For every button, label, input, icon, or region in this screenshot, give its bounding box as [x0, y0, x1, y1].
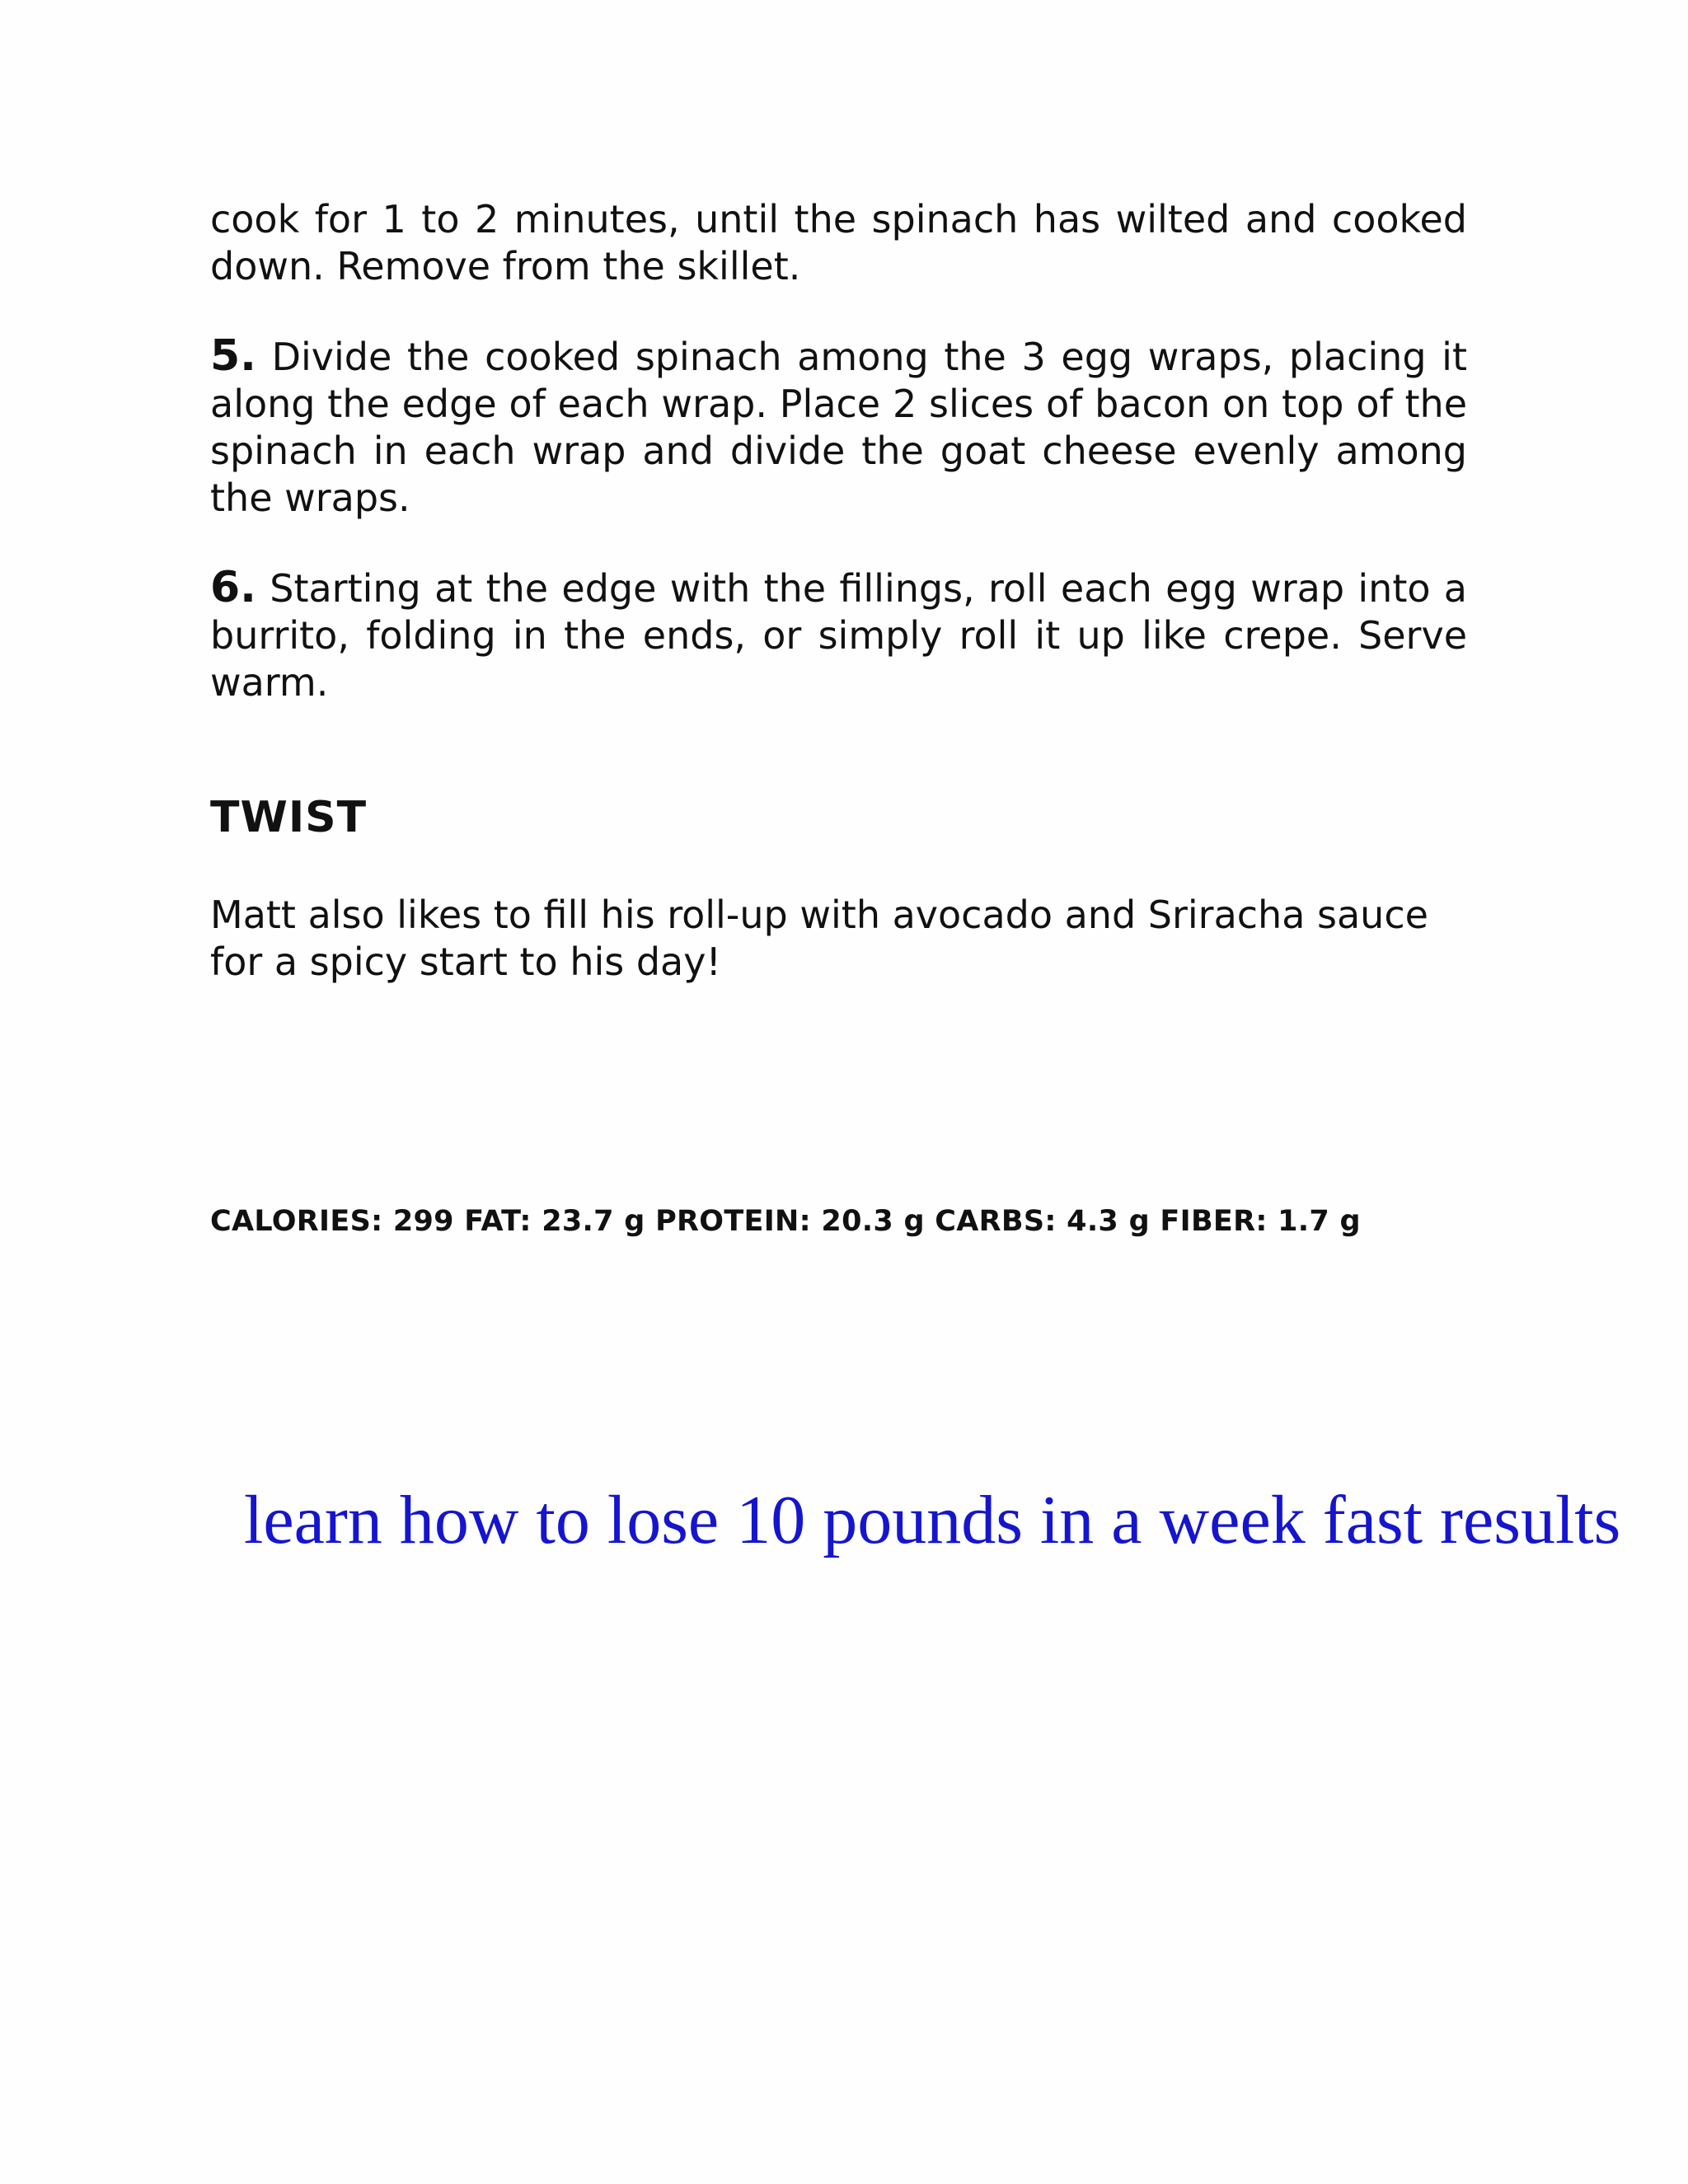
- twist-text: Matt also likes to fill his roll-up with avocado and Sriracha sauce for a spicy start to his day!: [210, 893, 1428, 984]
- instruction-continuation: cook for 1 to 2 minutes, until the spinach has wilted and cooked down. Remove from the skillet.: [210, 197, 1467, 288]
- nutrition-facts: CALORIES: 299 FAT: 23.7 g PROTEIN: 20.3 g CARBS: 4.3 g FIBER: 1.7 g: [210, 1205, 1361, 1238]
- ad-link[interactable]: learn how to lose 10 pounds in a week fast results: [244, 1482, 1621, 1558]
- recipe-content: [210, 196, 1467, 986]
- step-text: Divide the cooked spinach among the 3 egg wraps, placing it along the edge of each wrap. Place 2 slices of bacon on top of the spinach in each wrap and divide the goat cheese evenly among the wraps.: [210, 335, 1467, 520]
- step-5: [210, 333, 1467, 522]
- step-number: 6.: [210, 563, 256, 612]
- step-6: [210, 565, 1467, 706]
- step-text: Starting at the edge with the fillings, roll each egg wrap into a burrito, folding in the ends, or simply roll it up like crepe. Serve warm.: [210, 566, 1467, 705]
- step-number: 5.: [210, 331, 256, 381]
- twist-heading: TWIST: [210, 793, 368, 842]
